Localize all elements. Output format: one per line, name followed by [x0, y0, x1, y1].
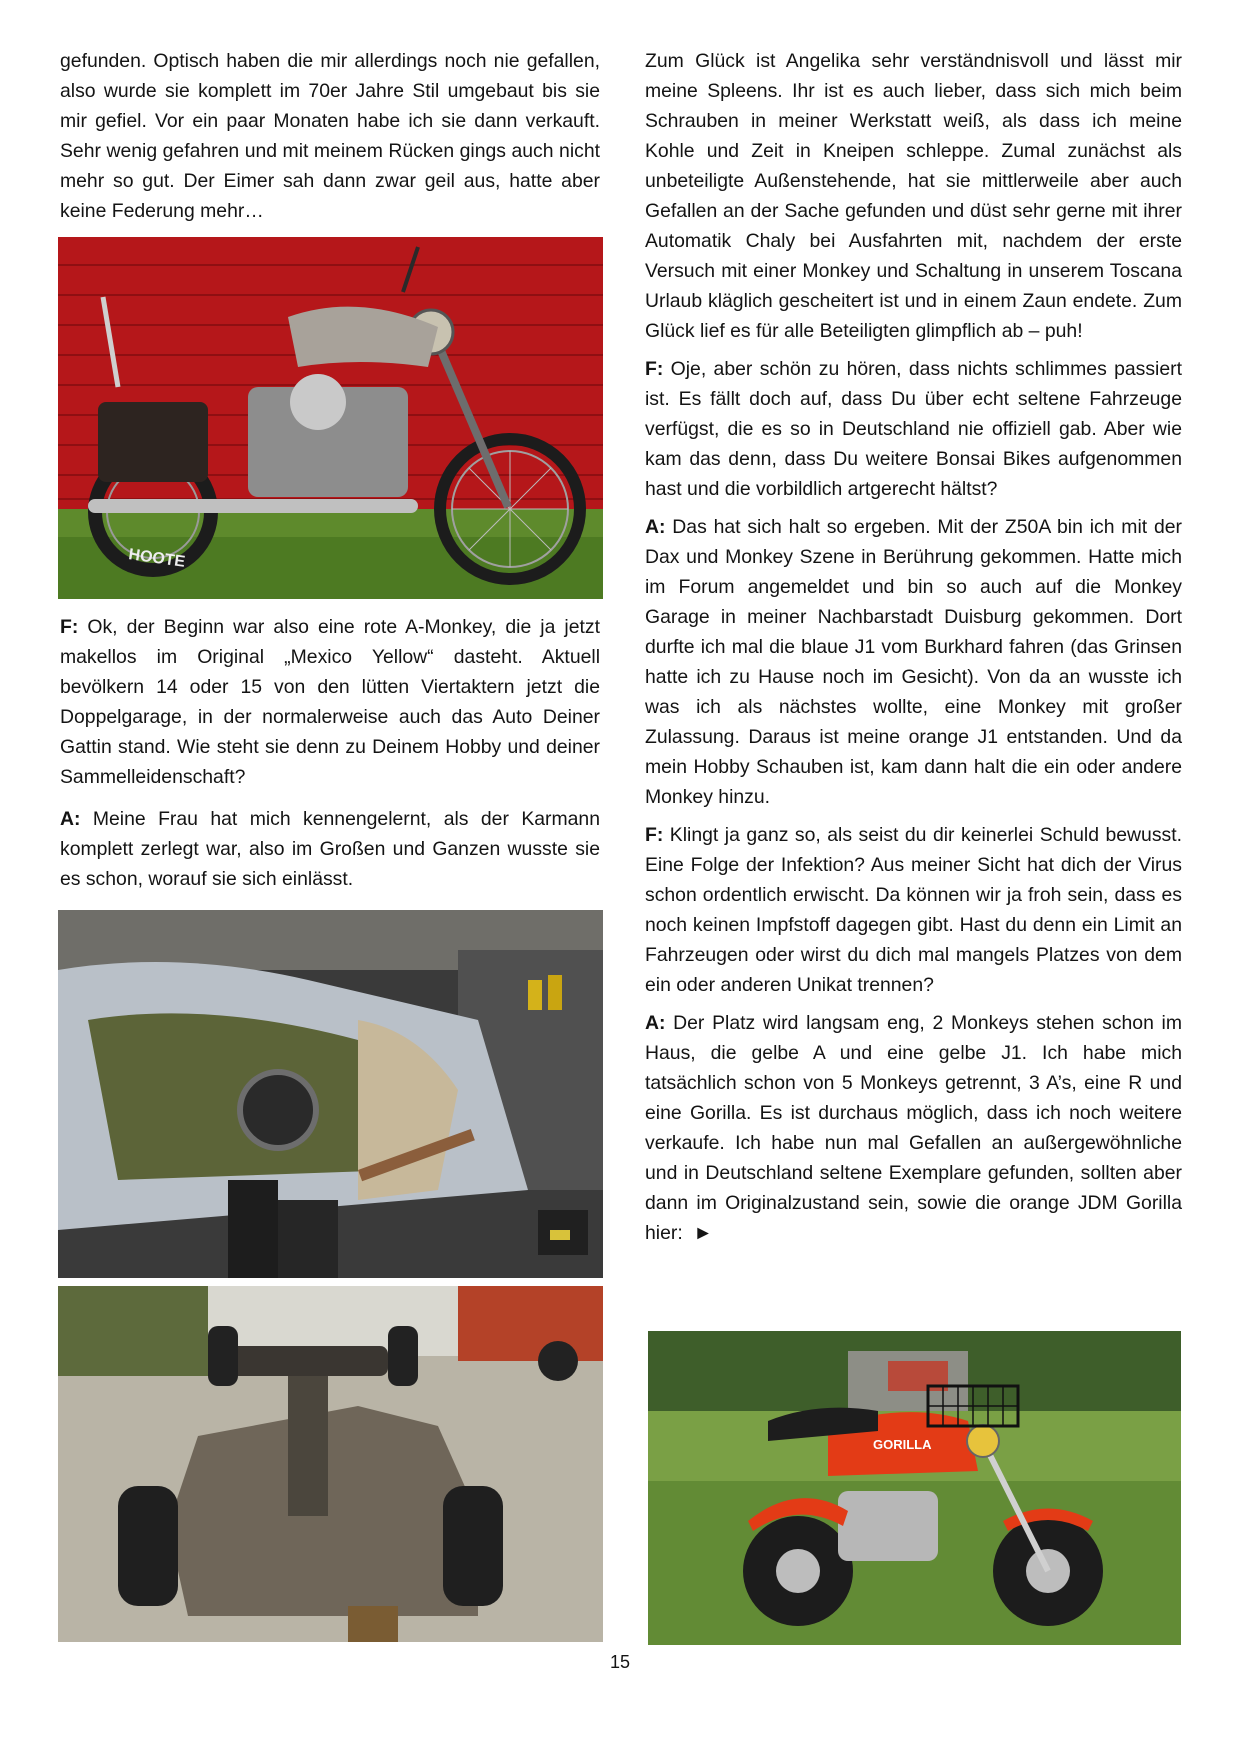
answer-label: A: [645, 1012, 666, 1034]
photo-bare-chassis [58, 1286, 603, 1642]
photo-chopper-motorcycle [58, 237, 603, 599]
answer-2 [645, 512, 1182, 812]
page-number: 15 [609, 1652, 631, 1672]
tank-badge: GORILLA [873, 1437, 932, 1452]
answer-3 [645, 1008, 1182, 1248]
answer-label: A: [60, 808, 81, 830]
answer-1 [60, 804, 600, 894]
answer-text: Das hat sich halt so ergeben. Mit der Z50A bin ich mit der Dax und Monkey Szene in Berührung gekommen. Hatte mich im Forum angemeldet und bin so auch auf die Monkey Garage in meiner Nachbarstadt Duisburg gekommen. Dort durfte ich mal die blaue J1 vom Burkhard fahren (das Grinsen hatte ich zu Hause noch im Gesicht). Von da an wusste ich was ich als nächstes wollte, eine Monkey mit großer Zulassung. Daraus ist meine orange J1 entstanden. Und da mein Hobby Schauben ist, kam dann halt die ein oder andere Monkey hinzu. [645, 516, 1182, 808]
question-label: F: [645, 824, 664, 846]
photo-karmann-disassembled [58, 910, 603, 1278]
answer-text: Der Platz wird langsam eng, 2 Monkeys stehen schon im Haus, die gelbe A und eine gelbe J1. Ich habe mich tatsächlich schon von 5 Monkeys getrennt, 3 A’s, eine R und eine Gorilla. Es ist durchaus möglich, dass ich noch weitere verkaufe. Ich habe nun mal Gefallen an außergewöhnliche und in Deutschland seltene Exemplare gefunden, sollten aber dann im Originalzustand sein, sowie die orange JDM Gorilla hier: [645, 1012, 1182, 1244]
question-text: Ok, der Beginn war also eine rote A-Monkey, die ja jetzt makellos im Original „Mexico Yellow“ dasteht. Aktuell bevölkern 14 oder 15 von den lütten Viertaktern jetzt die Doppelgarage, in der normalerweise auch das Auto Deiner Gattin stand. Wie steht sie denn zu Deinem Hobby und deiner Sammelleidenschaft? [60, 616, 600, 788]
paragraph-intro-continuation: gefunden. Optisch haben die mir allerdings noch nie gefallen, also wurde sie komplett im 70er Jahre Stil umgebaut bis sie mir gefiel. Vor ein paar Monaten habe ich sie dann verkauft. Sehr wenig gefahren und mit meinem Rücken gings auch nicht mehr so gut. Der Eimer sah dann zwar geil aus, hatte aber keine Federung mehr… [60, 50, 600, 222]
left-column-interview [60, 612, 600, 906]
question-label: F: [60, 616, 79, 638]
question-2 [645, 354, 1182, 504]
paragraph-angelika: Zum Glück ist Angelika sehr verständnisvoll und lässt mir meine Spleens. Ihr ist es auch lieber, dass sich mich beim Schrauben in meiner Werkstatt weiß, als dass ich meine Kohle und Zeit in Kneipen schleppe. Zumal zunächst als unbeteiligte Außenstehende, hat sie mittlerweile aber auch Gefallen an der Sache gefunden und düst sehr gerne mit ihrer Automatik Chaly bei Ausfahrten mit, nachdem der erste Versuch mit einer Monkey und Schaltung in unserem Toscana Urlaub kläglich gescheitert ist und in einem Zaun endete. Zum Glück lief es für alle Beteiligten glimpflich ab – puh! [645, 50, 1182, 342]
tire-lettering: HOOTE [127, 546, 187, 571]
question-text: Oje, aber schön zu hören, dass nichts schlimmes passiert ist. Es fällt doch auf, dass Du über echt seltene Fahrzeuge verfügst, die es so in Deutschland nie offiziell gab. Aber wie kam das denn, dass Du weitere Bonsai Bikes aufgenommen hast und die vorbildlich artgerecht hältst? [645, 358, 1182, 500]
question-3 [645, 820, 1182, 1000]
question-text: Klingt ja ganz so, als seist du dir keinerlei Schuld bewusst. Eine Folge der Infektion? Aus meiner Sicht hat dich der Virus schon ordentlich erwischt. Da können wir ja froh sein, dass es noch keinen Impfstoff dagegen gibt. Hast du denn ein Limit an Fahrzeugen oder wirst du dich mal mangels Platzes von dem ein oder anderen Unikat trennen? [645, 824, 1182, 996]
answer-label: A: [645, 516, 666, 538]
left-column [60, 46, 600, 238]
question-1 [60, 612, 600, 792]
photo-orange-gorilla [648, 1331, 1181, 1645]
arrow-right-icon: ► [693, 1222, 713, 1244]
answer-text: Meine Frau hat mich kennengelernt, als der Karmann komplett zerlegt war, also im Großen und Ganzen wusste sie es schon, worauf sie sich einlässt. [60, 808, 600, 890]
question-label: F: [645, 358, 664, 380]
right-column [645, 46, 1182, 1256]
